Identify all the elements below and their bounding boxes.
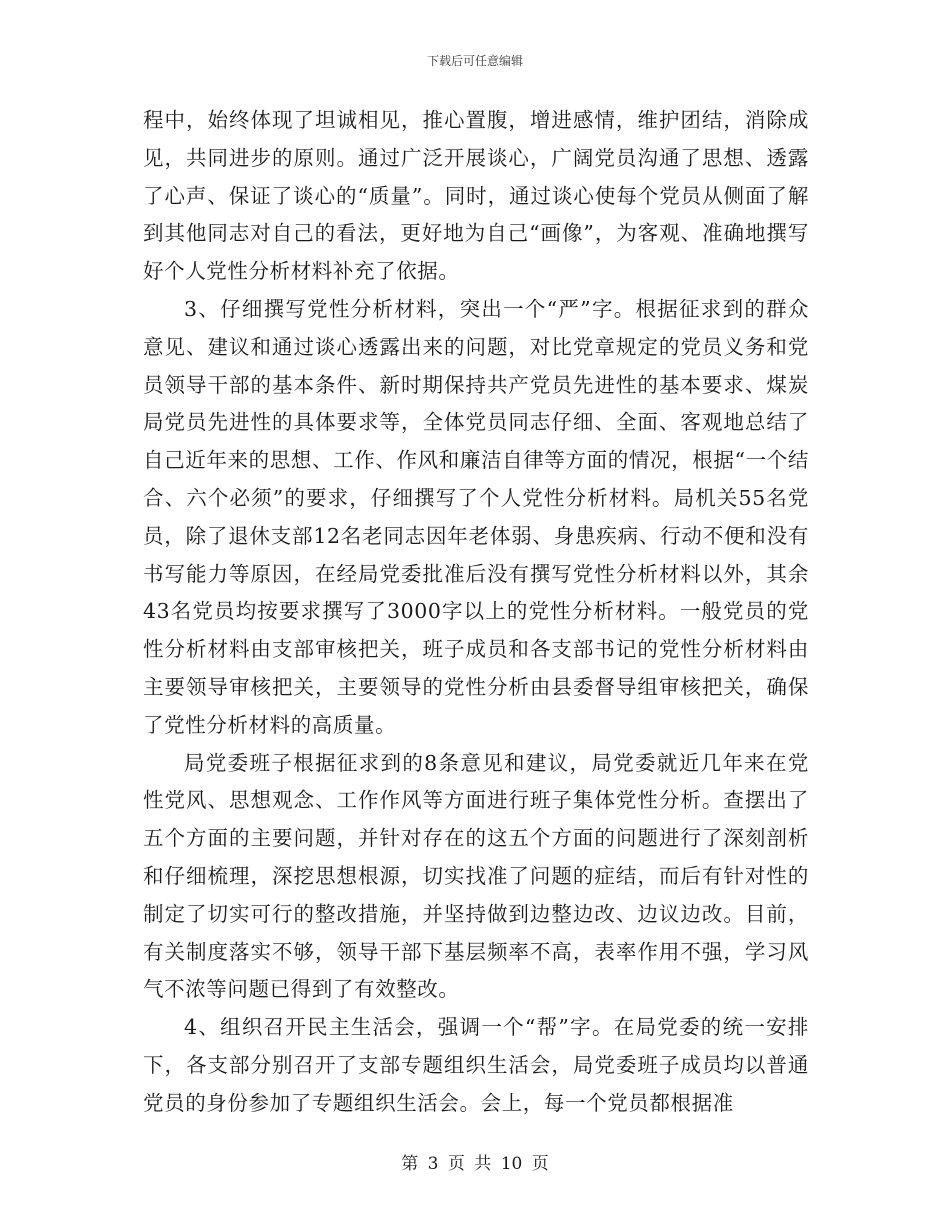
paragraph-item-3: 3、仔细撰写党性分析材料，突出一个“严”字。根据征求到的群众意见、建议和通过谈心透露出来的问题，对比党章规定的党员义务和党员领导干部的基本条件、新时期保持共产党员先进性的基本要求、煤炭局党员先进性的具体要求等，全体党员同志仔细、全面、客观地总结了自己近年来的思想、工作、作风和廉洁自律等方面的情况，根据“一个结合、六个必须”的要求，仔细撰写了个人党性分析材料。局机关55名党员，除了退休支部12名老同志因年老体弱、身患疾病、行动不便和没有书写能力等原因，在经局党委批准后没有撰写党性分析材料以外，其余43名党员均按要求撰写了3000字以上的党性分析材料。一般党员的党性分析材料由支部审核把关，班子成员和各支部书记的党性分析材料由主要领导审核把关，主要领导的党性分析由县委督导组审核把关，确保了党性分析材料的高质量。 xyxy=(143,296,809,737)
paragraph-party-committee: 局党委班子根据征求到的8条意见和建议，局党委就近几年来在党性党风、思想观念、工作作风等方面进行班子集体党性分析。查摆出了五个方面的主要问题，并针对存在的这五个方面的问题进行了深刻剖析和仔细梳理，深挖思想根源，切实找准了问题的症结，而后有针对性的制定了切实可行的整改措施，并坚持做到边整边改、边议边改。目前，有关制度落实不够，领导干部下基层频率不高，表率作用不强，学习风气不浓等问题已得到了有效整改。 xyxy=(143,750,809,1002)
paragraph-continued: 程中，始终体现了坦诚相见，推心置腹，增进感情，维护团结，消除成见，共同进步的原则。通过广泛开展谈心，广阔党员沟通了思想、透露了心声、保证了谈心的“质量”。同时，通过谈心使每个党员从侧面了解到其他同志对自己的看法，更好地为自己“画像”，为客观、准确地撰写好个人党性分析材料补充了依据。 xyxy=(143,108,809,284)
page-footer: 第 3 页 共 10 页 xyxy=(401,1154,549,1174)
paragraph-item-4: 4、组织召开民主生活会，强调一个“帮”字。在局党委的统一安排下，各支部分别召开了支部专题组织生活会，局党委班子成员均以普通党员的身份参加了专题组织生活会。会上，每一个党员都根据准 xyxy=(143,1015,809,1115)
document-body xyxy=(143,102,809,1123)
page-header: 下载后可任意编辑 xyxy=(426,54,523,68)
